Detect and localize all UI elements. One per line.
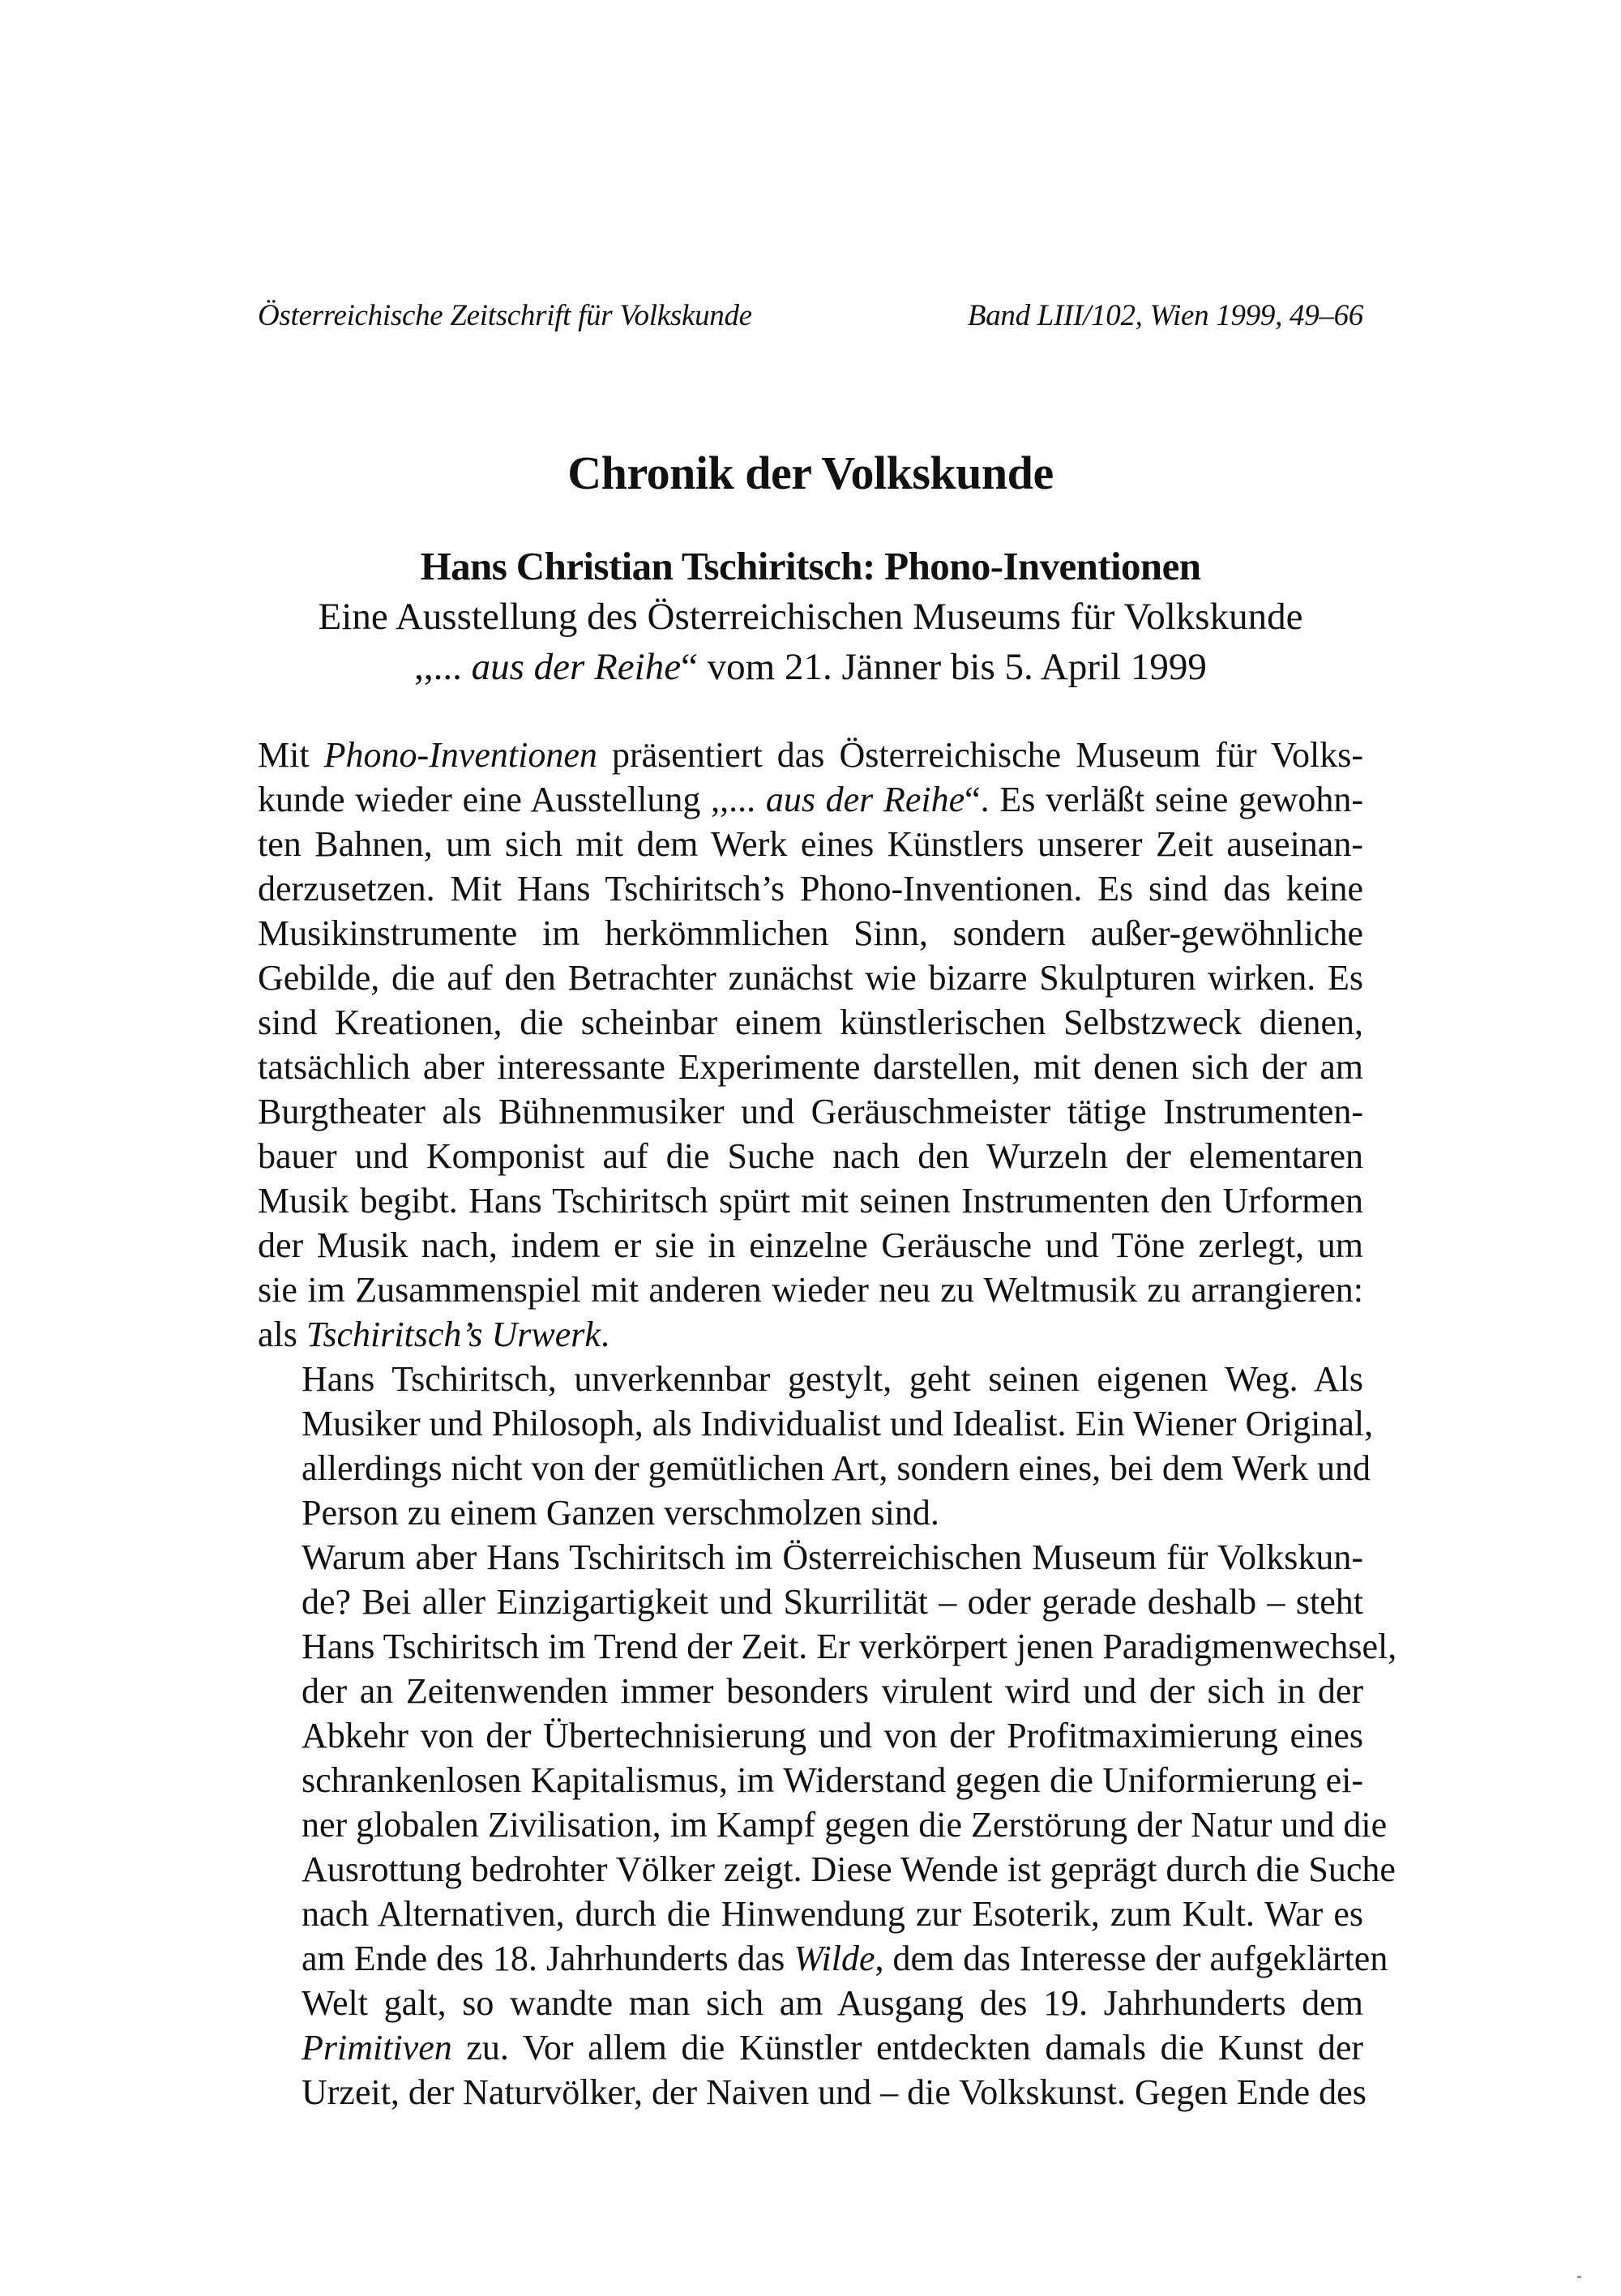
text-line [258, 1312, 1363, 1357]
opening-quote: ,,... [414, 646, 472, 688]
text-line [258, 1713, 1363, 1758]
emphasized-text: Primitiven [302, 2028, 452, 2067]
text-run: kunde wieder eine Ausstellung ,,... [258, 780, 766, 819]
text-run: sie im Zusammenspiel mit anderen wieder neu zu Weltmusik zu arrangieren: [258, 1270, 1363, 1310]
text-run: der Musik nach, indem er sie in einzelne Geräusche und Töne zerlegt, um [258, 1225, 1363, 1265]
text-run: Gebilde, die auf den Betrachter zunächst wie bizarre Skulpturen wirken. Es [258, 958, 1363, 998]
series-name: aus der Reihe [471, 646, 682, 688]
text-run: Musikinstrumente im herkömmlichen Sinn, sondern außer-gewöhnliche [258, 913, 1363, 953]
text-run: tatsächlich aber interessante Experimente darstellen, mit denen sich der am [258, 1047, 1363, 1087]
text-run: , dem das Interesse der aufgeklärten [875, 1939, 1388, 1978]
text-run: de? Bei aller Einzigartigkeit und Skurrilität – oder gerade deshalb – steht [302, 1582, 1363, 1622]
text-line [258, 822, 1363, 866]
text-line [258, 2025, 1363, 2070]
text-line [258, 1981, 1363, 2025]
section-title: Chronik der Volkskunde [567, 447, 1054, 499]
text-line [258, 1178, 1363, 1223]
volume-info: Band LIII/102, Wien 1999, 49–66 [967, 299, 1363, 332]
text-line [258, 1357, 1363, 1401]
text-run: Warum aber Hans Tschiritsch im Österreichischen Museum für Volkskun- [302, 1537, 1363, 1577]
text-line [258, 866, 1363, 911]
text-run: präsentiert das Österreichische Museum für Volks- [597, 735, 1364, 775]
text-line [258, 1535, 1363, 1580]
text-run: Urzeit, der Naturvölker, der Naiven und – die Volkskunst. Gegen Ende des [302, 2072, 1367, 2112]
text-run: als [258, 1315, 306, 1354]
text-run: Musiker und Philosoph, als Individualist und Idealist. Ein Wiener Original, [302, 1404, 1374, 1443]
emphasized-text: aus der Reihe [765, 780, 965, 819]
text-run: ner globalen Zivilisation, im Kampf gegen die Zerstörung der Natur und die [302, 1805, 1388, 1845]
text-run: bauer und Komponist auf die Suche nach den Wurzeln der elementaren [258, 1136, 1363, 1176]
text-run: Hans Tschiritsch, unverkennbar gestylt, geht seinen eigenen Weg. Als [302, 1359, 1363, 1399]
exhibition-dates: “ vom 21. Jänner bis 5. April 1999 [681, 646, 1207, 688]
emphasized-text: Wilde [793, 1939, 875, 1978]
text-run: Mit [258, 735, 324, 775]
text-run: sind Kreationen, die scheinbar einem künstlerischen Selbstzweck dienen, [258, 1003, 1363, 1042]
text-run: zu. Vor allem die Künstler entdeckten damals die Kunst der [451, 2028, 1363, 2067]
article-heading [258, 541, 1363, 692]
text-run: Burgtheater als Bühnenmusiker und Geräuschmeister tätige Instrumenten- [258, 1092, 1363, 1131]
text-line [258, 1936, 1388, 1981]
article-title: Hans Christian Tschiritsch: Phono-Inventionen [420, 544, 1201, 588]
text-run: am Ende des 18. Jahrhunderts das [302, 1939, 794, 1978]
article-subtitle-line-1: Eine Ausstellung des Österreichischen Museums für Volkskunde [318, 596, 1303, 638]
emphasized-text: Tschiritsch’s Urwerk [306, 1315, 601, 1354]
text-run: schrankenlosen Kapitalismus, im Widerstand gegen die Uniformierung ei- [302, 1760, 1363, 1800]
text-line [258, 1223, 1363, 1268]
text-run: Hans Tschiritsch im Trend der Zeit. Er verkörpert jenen Paradigmenwechsel, [302, 1627, 1397, 1666]
article-subtitle-line-2 [258, 642, 1363, 692]
text-line [258, 1000, 1363, 1045]
text-line [258, 1268, 1363, 1312]
text-line [258, 956, 1363, 1000]
text-line [258, 1802, 1388, 1847]
text-line [258, 1045, 1363, 1089]
text-line [258, 1446, 1371, 1490]
text-line [258, 1580, 1363, 1624]
text-run: der an Zeitenwenden immer besonders virulent wird und der sich in der [302, 1671, 1363, 1711]
text-run: Ausrottung bedrohter Völker zeigt. Diese Wende ist geprägt durch die Suche [302, 1849, 1396, 1889]
text-line [258, 1624, 1397, 1669]
text-line [258, 1089, 1363, 1134]
text-run: Welt galt, so wandte man sich am Ausgang des 19. Jahrhunderts dem [302, 1983, 1363, 2023]
text-run: Person zu einem Ganzen verschmolzen sind. [302, 1493, 939, 1533]
text-line [258, 1490, 1363, 1535]
body-text [258, 733, 1397, 2114]
text-run: ten Bahnen, um sich mit dem Werk eines Künstlers unserer Zeit auseinan- [258, 824, 1363, 864]
body-paragraph [258, 1357, 1374, 1535]
text-line [258, 777, 1363, 822]
text-run: Abkehr von der Übertechnisierung und von der Profitmaximierung eines [302, 1716, 1363, 1755]
text-run: derzusetzen. Mit Hans Tschiritsch’s Phono-Inventionen. Es sind das keine [258, 869, 1363, 909]
journal-title: Österreichische Zeitschrift für Volkskunde [258, 299, 752, 332]
text-line [258, 1134, 1363, 1178]
text-run: Musik begibt. Hans Tschiritsch spürt mit seinen Instrumenten den Urformen [258, 1181, 1363, 1221]
text-line [258, 733, 1363, 777]
text-line [258, 2070, 1367, 2114]
text-run: nach Alternativen, durch die Hinwendung zur Esoterik, zum Kult. War es [302, 1894, 1363, 1934]
text-line [258, 1847, 1396, 1892]
text-line [258, 1401, 1374, 1446]
text-run: allerdings nicht von der gemütlichen Art, sondern eines, bei dem Werk und [302, 1448, 1371, 1488]
text-run: “. Es verläßt seine gewohn- [964, 780, 1363, 819]
body-paragraph [258, 733, 1363, 1357]
body-paragraph [258, 1535, 1397, 2114]
scan-artifact [1577, 2276, 1581, 2278]
text-run: . [600, 1315, 609, 1354]
emphasized-text: Phono-Inventionen [323, 735, 597, 775]
text-line [258, 1669, 1363, 1713]
text-line [258, 911, 1363, 956]
text-line [258, 1758, 1363, 1802]
text-line [258, 1892, 1363, 1936]
running-header [258, 298, 1363, 334]
